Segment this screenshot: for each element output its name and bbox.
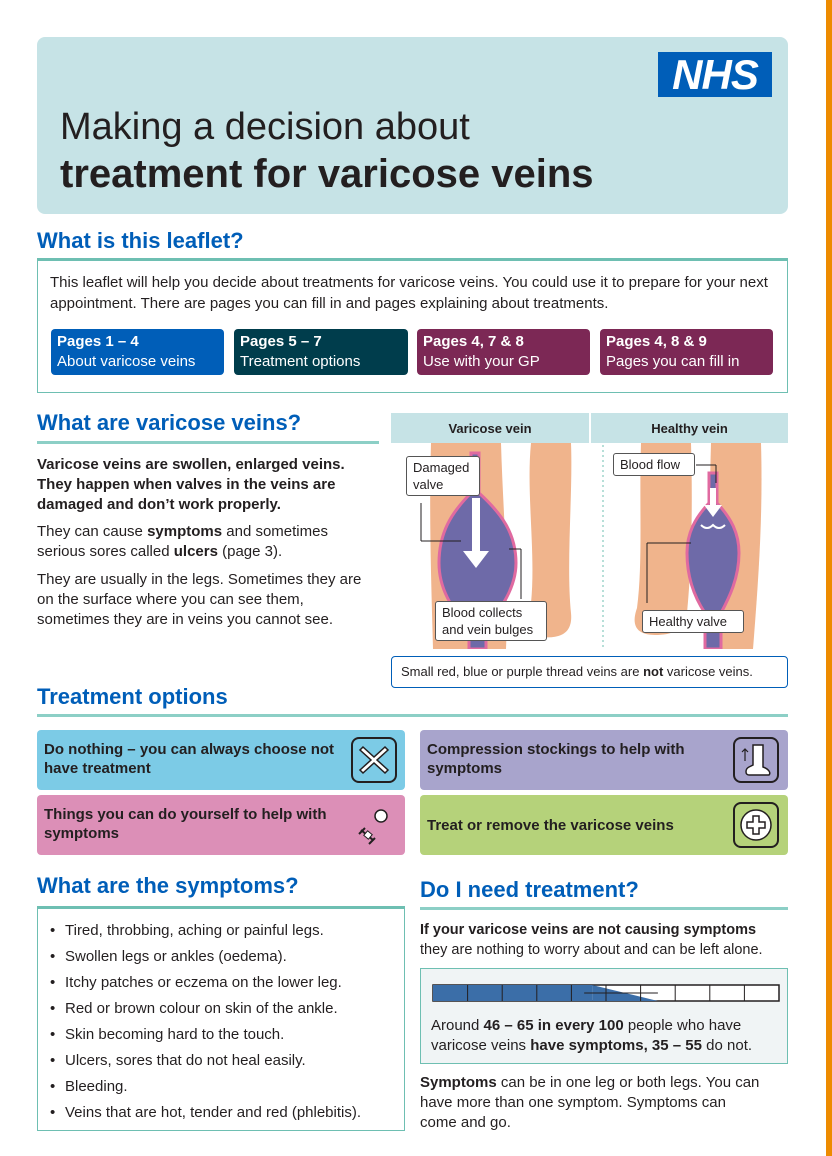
option-self-help[interactable]	[37, 795, 405, 855]
list-item: • Tired, throbbing, aching or painful legs.	[50, 918, 361, 944]
pill-treatment-options[interactable]	[234, 329, 408, 375]
heading-rule	[420, 907, 788, 910]
diagram-right-title: Healthy vein	[591, 413, 788, 443]
heading-rule	[37, 714, 788, 717]
pill-label: Treatment options	[240, 353, 361, 370]
bar-filled	[433, 985, 592, 1001]
pill-label: Use with your GP	[423, 353, 540, 370]
callout-healthy-valve: Healthy valve	[642, 610, 744, 633]
list-item: • Skin becoming hard to the touch.	[50, 1022, 361, 1048]
symptoms-list	[50, 918, 361, 1126]
vein-diagram	[391, 413, 788, 649]
symptom-stat-text: Around 46 – 65 in every 100 people who have varicose veins have symptoms, 35 – 55 do not.	[431, 1017, 753, 1054]
need-treatment-heading: Do I need treatment?	[420, 877, 639, 902]
pill-label: About varicose veins	[57, 353, 196, 370]
treatment-heading: Treatment options	[37, 684, 228, 709]
list-item: • Red or brown colour on skin of the ankle.	[50, 996, 361, 1022]
proportion-bar	[432, 984, 780, 1004]
need-intro: If your varicose veins are not causing symptoms they are nothing to worry about and can be left alone.	[420, 922, 763, 958]
nhs-logo: NHS	[658, 52, 772, 97]
option-label: Compression stockings to help with symptoms	[427, 741, 685, 777]
list-item: • Swollen legs or ankles (oedema).	[50, 944, 361, 970]
option-treat-remove[interactable]	[420, 795, 788, 855]
symptoms-heading: What are the symptoms?	[37, 873, 299, 898]
option-compression[interactable]	[420, 730, 788, 790]
pill-pages: Pages 1 – 4	[57, 333, 139, 350]
list-item: • Bleeding.	[50, 1074, 361, 1100]
diagram-left-title: Varicose vein	[391, 413, 589, 443]
page-title-line2: treatment for varicose veins	[60, 152, 594, 196]
symptom-stat-box	[420, 968, 788, 1064]
heading-rule	[37, 441, 379, 444]
callout-damaged-valve: Damaged valve	[406, 456, 480, 496]
varicose-location-text: They are usually in the legs. Sometimes they are on the surface where you can see them, sometimes they are in veins you cannot see.	[37, 571, 362, 628]
list-item: • Veins that are hot, tender and red (phlebitis).	[50, 1100, 361, 1126]
pill-pages: Pages 4, 8 & 9	[606, 333, 707, 350]
thread-veins-note: Small red, blue or purple thread veins are not varicose veins.	[391, 656, 788, 688]
varicose-symptoms-text: They can cause symptoms and sometimes serious sores called ulcers (page 3).	[37, 523, 328, 560]
leaflet-heading: What is this leaflet?	[37, 228, 244, 253]
callout-blood-flow: Blood flow	[613, 453, 695, 476]
cross-icon	[351, 737, 397, 783]
page-edge-stripe	[826, 0, 832, 1156]
option-label: Treat or remove the varicose veins	[427, 817, 674, 834]
need-closing: Symptoms can be in one leg or both legs. You can have more than one symptom. Symptoms can come and go.	[420, 1074, 760, 1131]
pill-fill-in[interactable]	[600, 329, 773, 375]
leaflet-text: This leaflet will help you decide about treatments for varicose veins. You could use it to prepare for your next appointment. There are pages you can fill in and pages explaining about treatments.	[50, 274, 768, 312]
list-item: • Ulcers, sores that do not heal easily.	[50, 1048, 361, 1074]
pill-label: Pages you can fill in	[606, 353, 740, 370]
varicose-heading: What are varicose veins?	[37, 410, 302, 435]
pill-about[interactable]	[51, 329, 224, 375]
pill-pages: Pages 5 – 7	[240, 333, 322, 350]
foot-icon	[733, 737, 779, 783]
fitness-icon	[351, 802, 397, 848]
option-label: Do nothing – you can always choose not have treatment	[44, 741, 335, 777]
callout-blood-collects: Blood collects and vein bulges	[435, 601, 547, 641]
option-do-nothing[interactable]	[37, 730, 405, 790]
plus-circle-icon	[733, 802, 779, 848]
pill-use-with-gp[interactable]	[417, 329, 590, 375]
pill-pages: Pages 4, 7 & 8	[423, 333, 524, 350]
varicose-intro: Varicose veins are swollen, enlarged veins. They happen when valves in the veins are damaged and don’t work properly.	[37, 456, 345, 513]
option-label: Things you can do yourself to help with symptoms	[44, 806, 327, 842]
list-item: • Itchy patches or eczema on the lower leg.	[50, 970, 361, 996]
page-title-line1: Making a decision about	[60, 106, 470, 148]
